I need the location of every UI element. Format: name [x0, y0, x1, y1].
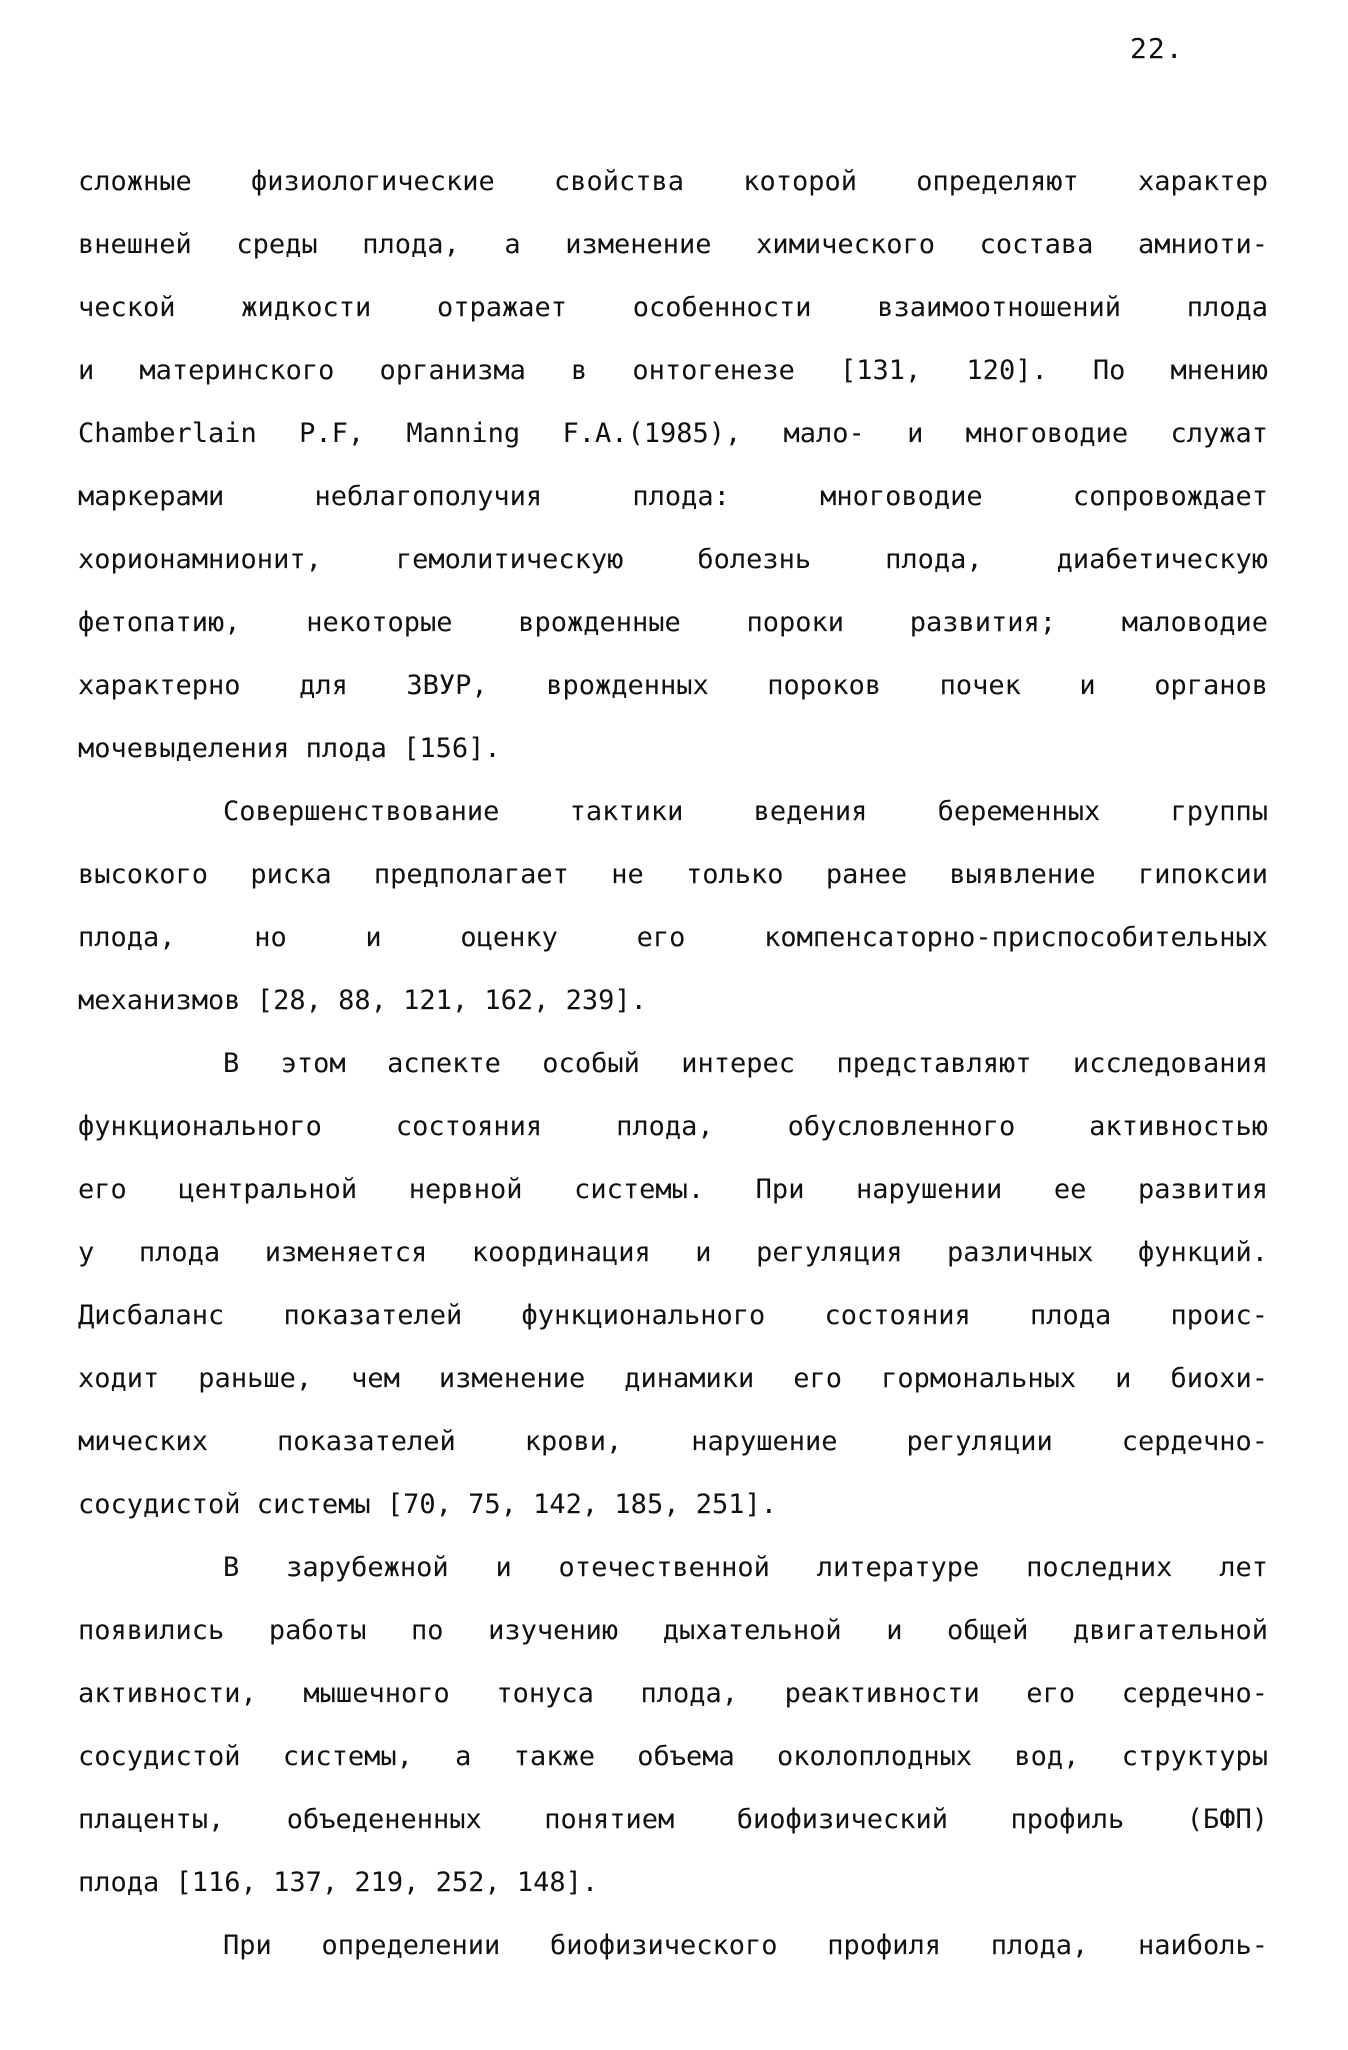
- text-line-paragraph-end: сосудистой системы [70, 75, 142, 185, 251].: [78, 1489, 777, 1520]
- text-line: фетопатию, некоторые врожденные пороки развития; маловодие: [78, 607, 1268, 638]
- text-line: ческой жидкости отражает особенности взаимоотношений плода: [78, 292, 1268, 323]
- text-line: сложные физиологические свойства которой определяют характер: [78, 166, 1268, 197]
- text-line-paragraph-end: плода [116, 137, 219, 252, 148].: [78, 1867, 599, 1898]
- text-line-paragraph-start: В этом аспекте особый интерес представляют исследования: [223, 1048, 1268, 1079]
- text-line: внешней среды плода, а изменение химического состава амниоти-: [78, 229, 1268, 260]
- text-line: хорионамнионит, гемолитическую болезнь плода, диабетическую: [78, 544, 1268, 575]
- text-line: характерно для ЗВУР, врожденных пороков почек и органов: [78, 670, 1268, 701]
- text-line-paragraph-end: механизмов [28, 88, 121, 162, 239].: [78, 985, 647, 1016]
- text-line: мических показателей крови, нарушение регуляции сердечно-: [78, 1426, 1268, 1457]
- text-line: высокого риска предполагает не только ранее выявление гипоксии: [78, 859, 1268, 890]
- text-line: плаценты, объедененных понятием биофизический профиль (БФП): [78, 1804, 1268, 1835]
- text-line: Дисбаланс показателей функционального состояния плода проис-: [78, 1300, 1268, 1331]
- text-line: его центральной нервной системы. При нарушении ее развития: [78, 1174, 1268, 1205]
- text-line: активности, мышечного тонуса плода, реактивности его сердечно-: [78, 1678, 1268, 1709]
- text-line: и материнского организма в онтогенезе [131, 120]. По мнению: [78, 355, 1268, 386]
- text-line: сосудистой системы, а также объема околоплодных вод, структуры: [78, 1741, 1268, 1772]
- text-line: ходит раньше, чем изменение динамики его гормональных и биохи-: [78, 1363, 1268, 1394]
- text-line-paragraph-end: мочевыделения плода [156].: [78, 733, 501, 764]
- text-line: Chamberlain P.F, Manning F.A.(1985), мало- и многоводие служат: [78, 418, 1268, 449]
- text-line-paragraph-start: В зарубежной и отечественной литературе последних лет: [223, 1552, 1268, 1583]
- page-number: 22.: [1130, 32, 1184, 65]
- text-line: функционального состояния плода, обусловленного активностью: [78, 1111, 1268, 1142]
- text-line: появились работы по изучению дыхательной и общей двигательной: [78, 1615, 1268, 1646]
- text-line-paragraph-start: Совершенствование тактики ведения беременных группы: [223, 796, 1268, 827]
- text-line: маркерами неблагополучия плода: многоводие сопровождает: [78, 481, 1268, 512]
- text-line: у плода изменяется координация и регуляция различных функций.: [78, 1237, 1268, 1268]
- text-line: плода, но и оценку его компенсаторно-приспособительных: [78, 922, 1268, 953]
- body-text: [78, 150, 1268, 1977]
- text-line-paragraph-start: При определении биофизического профиля плода, наиболь-: [223, 1930, 1268, 1961]
